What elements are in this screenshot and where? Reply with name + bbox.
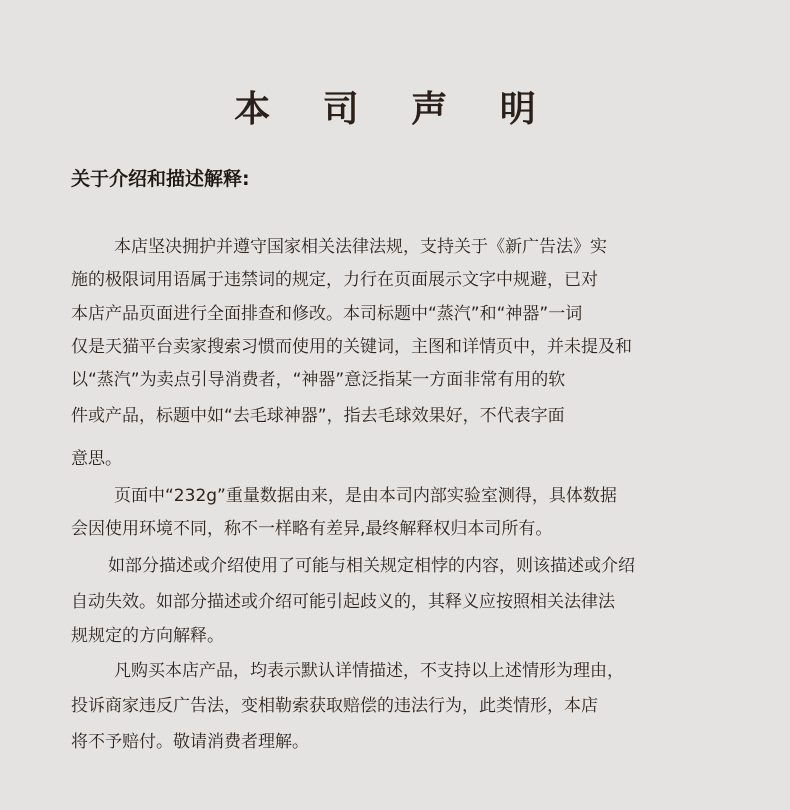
- body-line: 如部分描述或介绍使用了可能与相关规定相悖的内容，则该描述或介绍: [108, 556, 635, 576]
- body-line: 本店产品页面进行全面排查和修改。本司标题中“蒸汽”和“神器”一词: [71, 304, 583, 324]
- body-line: 意思。: [71, 449, 122, 469]
- body-line: 规规定的方向解释。: [71, 626, 224, 646]
- body-line: 本店坚决拥护并遵守国家相关法律法规，支持关于《新广告法》实: [114, 237, 607, 257]
- body-line: 页面中“232g”重量数据由来，是由本司内部实验室测得，具体数据: [114, 486, 617, 506]
- body-line: 会因使用环境不同，称不一样略有差异,最终解释权归本司所有。: [71, 519, 553, 539]
- body-line: 以“蒸汽”为卖点引导消费者，“神器”意泛指某一方面非常有用的软: [71, 370, 566, 390]
- body-line: 将不予赔付。敬请消费者理解。: [71, 732, 309, 752]
- body-line: 仅是天猫平台卖家搜索习惯而使用的关键词，主图和详情页中，并未提及和: [71, 337, 632, 357]
- body-line: 自动失效。如部分描述或介绍可能引起歧义的，其释义应按照相关法律法: [71, 592, 615, 612]
- section-heading: 关于介绍和描述解释:: [71, 168, 250, 190]
- page-title: 本 司 声 明: [234, 89, 556, 130]
- body-line: 凡购买本店产品，均表示默认详情描述，不支持以上述情形为理由，: [114, 661, 624, 681]
- body-line: 投诉商家违反广告法，变相勒索获取赔偿的违法行为，此类情形，本店: [71, 696, 598, 716]
- body-line: 件或产品，标题中如“去毛球神器”，指去毛球效果好，不代表字面: [71, 406, 565, 426]
- body-line: 施的极限词用语属于违禁词的规定，力行在页面展示文字中规避，已对: [71, 270, 598, 290]
